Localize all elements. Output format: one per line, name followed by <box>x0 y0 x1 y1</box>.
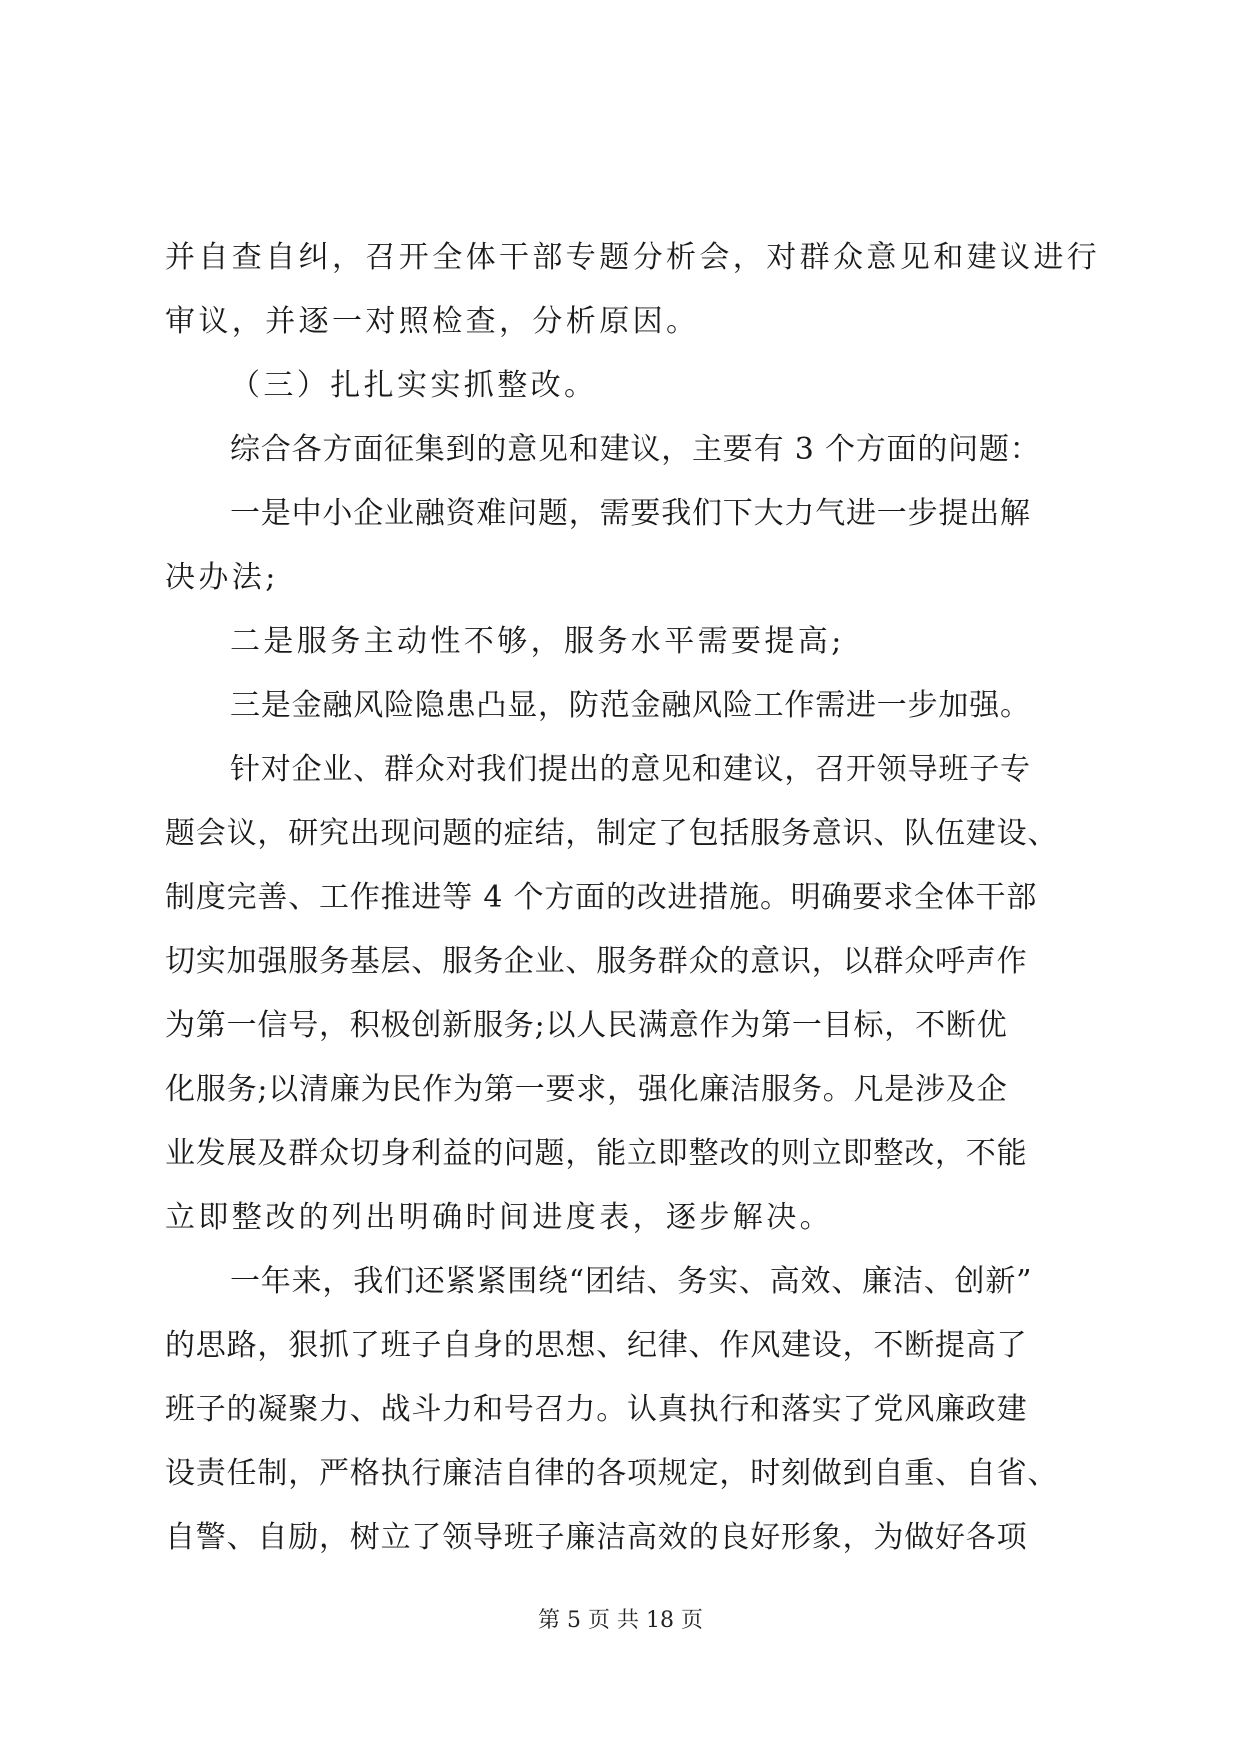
document-body <box>165 226 1101 1570</box>
text-line: 为第一信号，积极创新服务;以人民满意作为第一目标，不断优 <box>165 1008 1008 1043</box>
text-line: 题会议，研究出现问题的症结，制定了包括服务意识、队伍建设、 <box>165 816 1059 851</box>
text-line: 业发展及群众切身利益的问题，能立即整改的则立即整改，不能 <box>165 1136 1028 1171</box>
text-line: 针对企业、群众对我们提出的意见和建议，召开领导班子专 <box>230 752 1031 787</box>
text-line: 审议，并逐一对照检查，分析原因。 <box>165 304 700 339</box>
text-line: 班子的凝聚力、战斗力和号召力。认真执行和落实了党风廉政建 <box>165 1392 1028 1427</box>
page-number-footer: 第 5 页 共 18 页 <box>538 1608 703 1633</box>
text-line: 化服务;以清廉为民作为第一要求，强化廉洁服务。凡是涉及企 <box>165 1072 1008 1107</box>
text-line: 二是服务主动性不够，服务水平需要提高; <box>230 624 845 659</box>
text-line: 一年来，我们还紧紧围绕“团结、务实、高效、廉洁、创新” <box>230 1264 1033 1299</box>
text-line: 的思路，狠抓了班子自身的思想、纪律、作风建设，不断提高了 <box>165 1328 1028 1363</box>
text-line: 立即整改的列出明确时间进度表，逐步解决。 <box>165 1200 833 1235</box>
text-line: 综合各方面征集到的意见和建议，主要有 3 个方面的问题： <box>230 432 1041 467</box>
text-line: 制度完善、工作推进等 4 个方面的改进措施。明确要求全体干部 <box>165 880 1038 915</box>
text-line: 一是中小企业融资难问题，需要我们下大力气进一步提出解 <box>230 496 1031 531</box>
text-line: 切实加强服务基层、服务企业、服务群众的意识，以群众呼声作 <box>165 944 1028 979</box>
text-line: 设责任制，严格执行廉洁自律的各项规定，时刻做到自重、自省、 <box>165 1456 1059 1491</box>
text-line: 自警、自励，树立了领导班子廉洁高效的良好形象，为做好各项 <box>165 1520 1028 1555</box>
text-line: 并自查自纠，召开全体干部专题分析会，对群众意见和建议进行 <box>165 240 1101 275</box>
section-heading: （三）扎扎实实抓整改。 <box>230 368 598 403</box>
text-line: 三是金融风险隐患凸显，防范金融风险工作需进一步加强。 <box>230 688 1031 723</box>
text-line: 决办法; <box>165 560 279 595</box>
